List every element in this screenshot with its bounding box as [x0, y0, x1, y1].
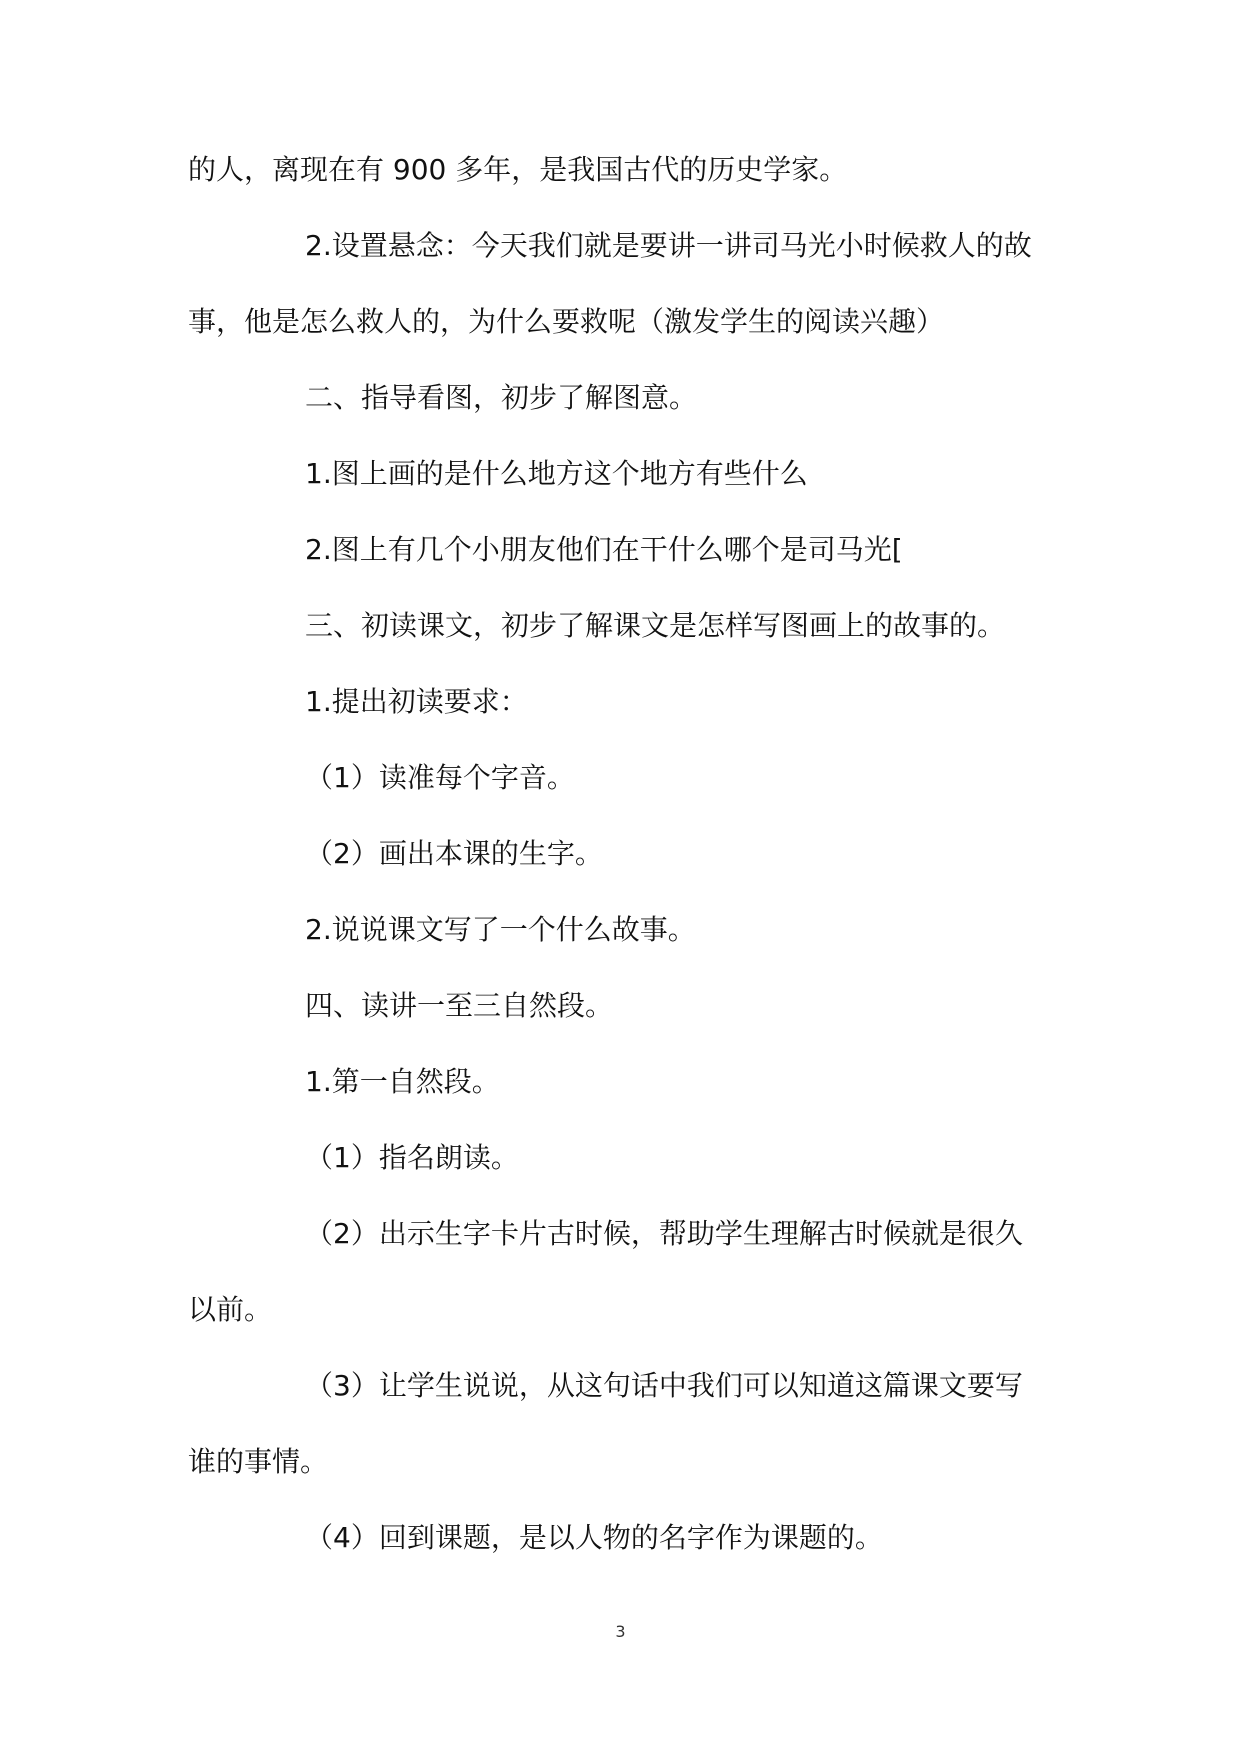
text-line: （1）指名朗读。	[305, 1141, 519, 1174]
section-heading: 二、指导看图，初步了解图意。	[305, 381, 698, 414]
text-line: 2.说说课文写了一个什么故事。	[305, 913, 696, 946]
text-line: （3）让学生说说，从这句话中我们可以知道这篇课文要写	[305, 1369, 1023, 1402]
text-line: 事，他是怎么救人的，为什么要救呢（激发学生的阅读兴趣）	[188, 305, 945, 338]
text-line: 1.提出初读要求：	[305, 685, 528, 718]
section-heading: 四、读讲一至三自然段。	[305, 989, 614, 1022]
text-line: 2.设置悬念：今天我们就是要讲一讲司马光小时候救人的故	[305, 229, 1032, 262]
page-number: 3	[615, 1622, 626, 1641]
text-line: （1）读准每个字音。	[305, 761, 575, 794]
text-line: （2）出示生字卡片古时候，帮助学生理解古时候就是很久	[305, 1217, 1023, 1250]
text-line: （4）回到课题，是以人物的名字作为课题的。	[305, 1521, 883, 1554]
section-heading: 三、初读课文，初步了解课文是怎样写图画上的故事的。	[305, 609, 1006, 642]
text-line: 1.图上画的是什么地方这个地方有些什么	[305, 457, 808, 490]
text-line: 谁的事情。	[188, 1445, 329, 1478]
text-line: 2.图上有几个小朋友他们在干什么哪个是司马光[	[305, 533, 903, 566]
text-line: 1.第一自然段。	[305, 1065, 500, 1098]
text-line: （2）画出本课的生字。	[305, 837, 603, 870]
text-line: 以前。	[188, 1293, 273, 1326]
text-line: 的人，离现在有 900 多年，是我国古代的历史学家。	[188, 153, 848, 186]
